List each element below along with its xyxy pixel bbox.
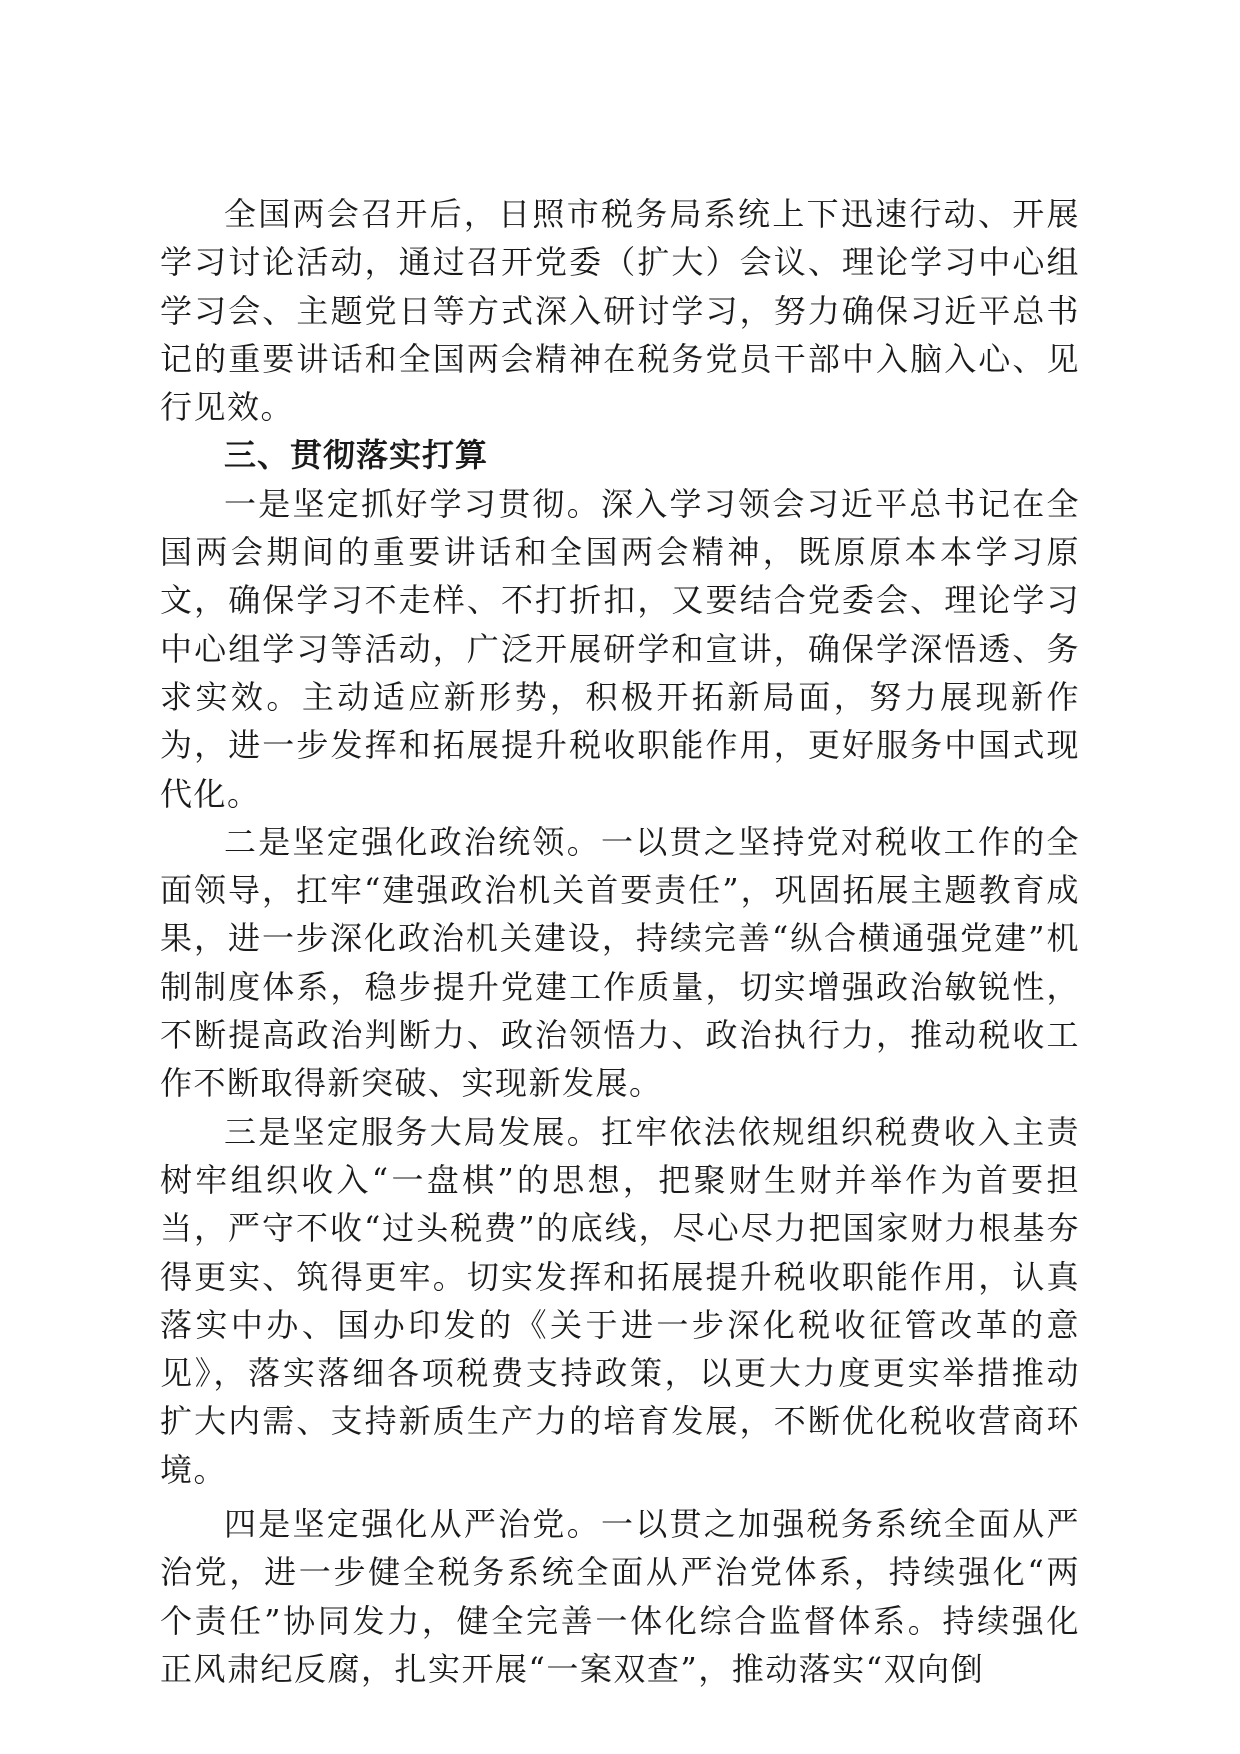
section-heading: 三、贯彻落实打算 [224,436,489,475]
intro-paragraph: 全国两会召开后，日照市税务局系统上下迅速行动、开展学习讨论活动，通过召开党委（扩大）会议、理论学习中心组学习会、主题党日等方式深入研讨学习，努力确保习近平总书记的重要讲话和全国两会精神在税务党员干部中入脑入心、见行见效。 [160,195,1080,427]
point-two-paragraph: 二是坚定强化政治统领。一以贯之坚持党对税收工作的全面领导，扛牢“建强政治机关首要责任”，巩固拓展主题教育成果，进一步深化政治机关建设，持续完善“纵合横通强党建”机制制度体系，稳步提升党建工作质量，切实增强政治敏锐性，不断提高政治判断力、政治领悟力、政治执行力，推动税收工作不断取得新突破、实现新发展。 [160,822,1080,1103]
point-four-paragraph: 四是坚定强化从严治党。一以贯之加强税务系统全面从严治党，进一步健全税务系统全面从严治党体系，持续强化“两个责任”协同发力，健全完善一体化综合监督体系。持续强化正风肃纪反腐，扎实开展“一案双查”，推动落实“双向倒 [160,1505,1080,1688]
point-one-paragraph: 一是坚定抓好学习贯彻。深入学习领会习近平总书记在全国两会期间的重要讲话和全国两会精神，既原原本本学习原文，确保学习不走样、不打折扣，又要结合党委会、理论学习中心组学习等活动，广泛开展研学和宣讲，确保学深悟透、务求实效。主动适应新形势，积极开拓新局面，努力展现新作为，进一步发挥和拓展提升税收职能作用，更好服务中国式现代化。 [160,484,1080,813]
document-page [160,190,1080,1693]
point-three-paragraph: 三是坚定服务大局发展。扛牢依法依规组织税费收入主责树牢组织收入“一盘棋”的思想，把聚财生财并举作为首要担当，严守不收“过头税费”的底线，尽心尽力把国家财力根基夯得更实、筑得更牢。切实发挥和拓展提升税收职能作用，认真落实中办、国办印发的《关于进一步深化税收征管改革的意见》，落实落细各项税费支持政策，以更大力度更实举措推动扩大内需、支持新质生产力的培育发展，不断优化税收营商环境。 [160,1112,1080,1489]
